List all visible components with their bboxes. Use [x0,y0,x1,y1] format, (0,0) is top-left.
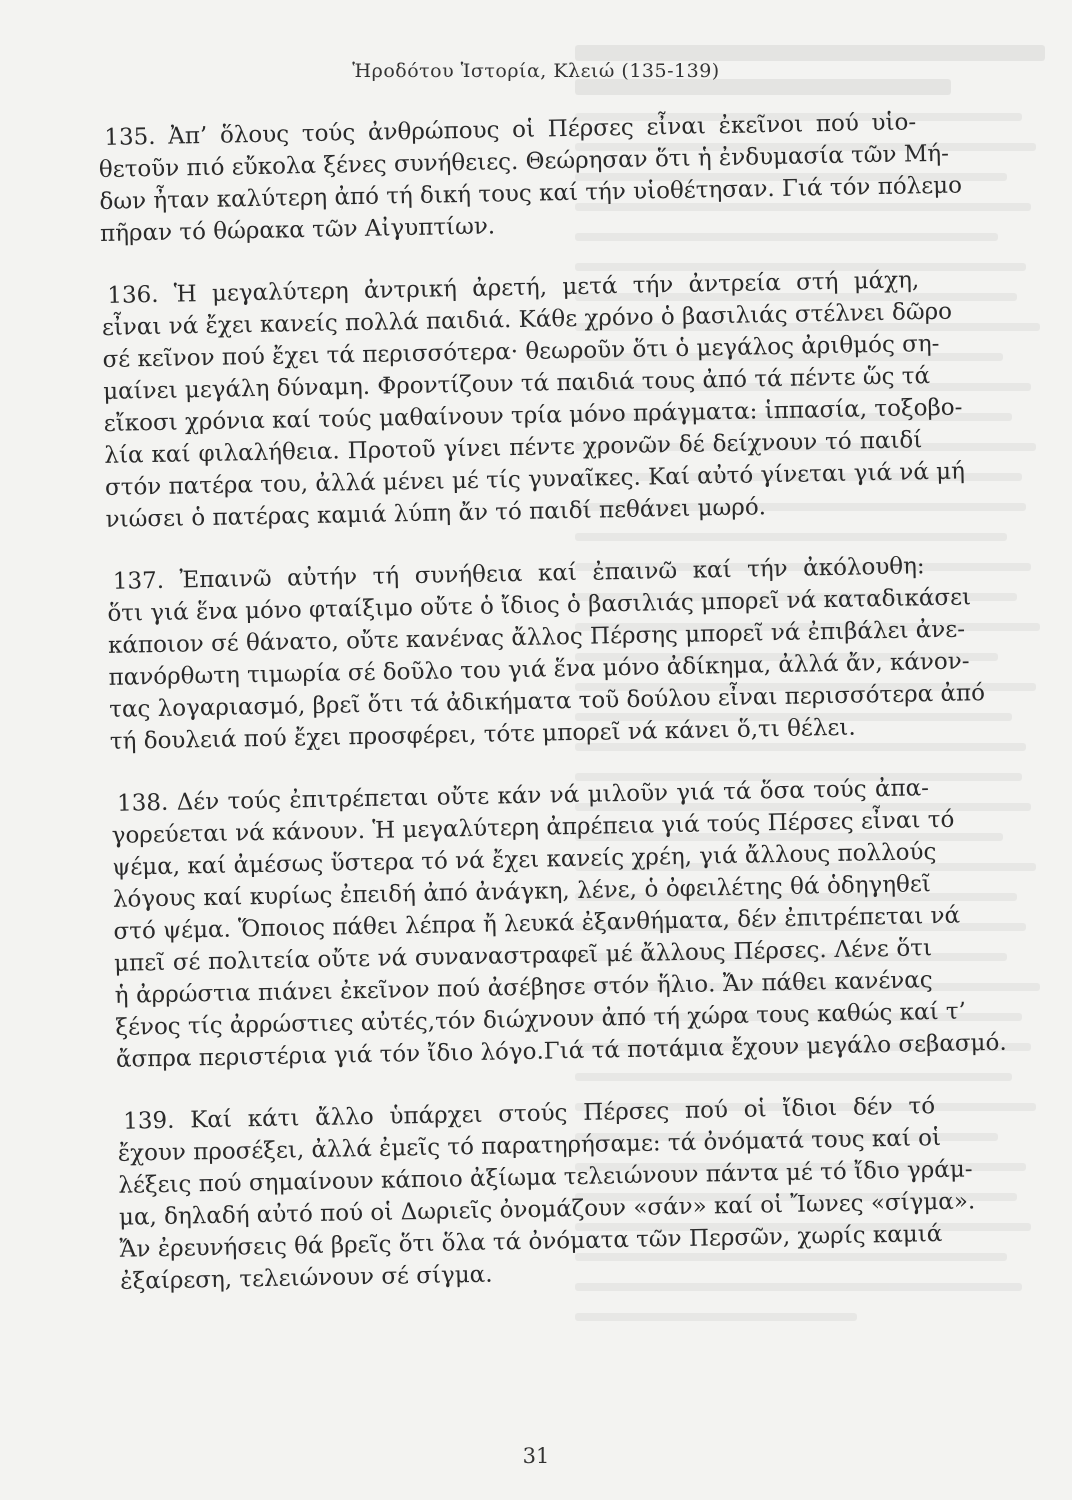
text-line: λόγους καί κυρίως ἐπειδή ἀπό ἀνάγκη, λένε, ὁ ὀφειλέτης θά ὁδηγηθεῖ [112,871,932,913]
paragraph-137 [107,550,986,758]
paragraph-136 [101,264,966,536]
text-line: τή δουλειά πού ἔχει προσφέρει, τότε μπορεῖ νά κάνει ὅ,τι θέλει. [109,714,856,755]
paragraph-135 [98,106,963,250]
text-line: εἴκοσι χρόνια καί τούς μαθαίνουν τρία μόνο πράγματα: ἱππασία, τοξοβο- [103,394,963,437]
text-line: εἶναι νά ἔχει κανείς πολλά παιδιά. Κάθε χρόνο ὁ βασιλιάς στέλνει δῶρο [101,298,953,341]
text-line: ἡ ἀρρώστια πιάνει ἐκεῖνον πού ἀσέβησε στόν ἥλιο. Ἄν πάθει κανένας [114,967,933,1009]
text-line: μαίνει μεγάλη δύναμη. Φροντίζουν τά παιδιά τους ἀπό τά πέντε ὥς τά [102,363,931,405]
text-line: 135. Ἀπ’ ὅλους τούς ἀνθρώπους οἱ Πέρσες εἶναι ἐκεῖνοι πού υἱο- [104,109,917,151]
text-line: τας λογαριασμό, βρεῖ ὅτι τά ἀδικήματα τοῦ δούλου εἶναι περισσότερα ἀπό [109,680,986,723]
text-line: ἄσπρα περιστέρια γιά τόν ἴδιο λόγο.Γιά τά ποτάμια ἔχουν μεγάλο σεβασμό. [115,1029,1007,1073]
text-line: 136. Ἡ μεγαλύτερη ἀντρική ἀρετή, μετά τήν ἀντρεία στή μάχη, [107,267,920,309]
text-line: σέ κεῖνον πού ἔχει τά περισσότερα· θεωροῦν ὅτι ὁ μεγάλος ἀριθμός ση- [102,330,940,373]
text-line: ψέμα, καί ἀμέσως ὕστερα τό νά ἔχει κανείς χρέη, γιά ἄλλους πολλούς [112,839,937,881]
text-line: 139. Καί κάτι ἄλλο ὑπάρχει στούς Πέρσες πού οἱ ἴδιοι δέν τό [122,1093,936,1135]
paragraph-138 [111,772,1007,1076]
text-line: πῆραν τό θώρακα τῶν Αἰγυπτίων. [99,213,496,247]
text-line: θετοῦν πιό εὔκολα ξένες συνήθειες. Θεώρησαν ὅτι ἡ ἐνδυμασία τῶν Μή- [98,140,950,183]
text-line: στόν πατέρα του, ἀλλά μένει μέ τίς γυναῖκες. Καί αὐτό γίνεται γιά νά μή [104,458,966,501]
text-line: ὅτι γιά ἕνα μόνο φταίξιμο οὔτε ὁ ἴδιος ὁ βασιλιάς μπορεῖ νά καταδικάσει [107,584,972,627]
text-line: μα, δηλαδή αὐτό πού οἱ Δωριεῖς ὀνομάζουν «σάν» καί οἱ Ἴωνες «σίγμα». [118,1188,976,1231]
text-line: λέξεις πού σημαίνουν κάποιο ἀξίωμα τελειώνουν πάντα μέ τό ἴδιο γράμ- [118,1156,973,1199]
text-line: 137. Ἐπαινῶ αὐτήν τή συνήθεια καί ἐπαινῶ καί τήν ἀκόλουθη: [112,553,925,595]
text-line: λία καί φιλαλήθεια. Προτοῦ γίνει πέντε χρονῶν δέ δείχνουν τό παιδί [104,427,923,469]
text-line: ξένος τίς ἀρρώστιες αὐτές,τόν διώχνουν ἀπό τή χώρα τους καθώς καί τ’ [115,998,967,1041]
text-line: ἔχουν προσέξει, ἀλλά ἐμεῖς τό παρατηρήσαμε: τά ὀνόματά τους καί οἱ [117,1125,942,1167]
text-line: γορεύεται νά κάνουν. Ἡ μεγαλύτερη ἀπρέπεια γιά τούς Πέρσες εἶναι τό [111,806,955,849]
text-line: πανόρθωτη τιμωρία σέ δοῦλο του γιά ἕνα μόνο ἀδίκημα, ἀλλά ἄν, κάνον- [108,648,970,691]
body-text [98,106,1007,1327]
text-line: Ἄν ἐρευνήσεις θά βρεῖς ὅτι ὅλα τά ὀνόματα τῶν Περσῶν, χωρίς καμιά [119,1220,943,1263]
page-number: 31 [522,1444,550,1468]
text-line: κάποιον σέ θάνατο, οὔτε κανένας ἄλλος Πέρσης μπορεῖ νά ἐπιβάλει ἀνε- [107,616,966,659]
text-line: στό ψέμα. Ὅποιος πάθει λέπρα ἤ λευκά ἐξανθήματα, δέν ἐπιτρέπεται νά [113,902,961,945]
text-line: ἐξαίρεση, τελειώνουν σέ σίγμα. [120,1261,493,1295]
text-line: νιώσει ὁ πατέρας καμιά λύπη ἄν τό παιδί πεθάνει μωρό. [105,494,767,533]
text-line: δων ἦταν καλύτερη ἀπό τή δική τους καί τήν υἱοθέτησαν. Γιά τόν πόλεμο [99,172,963,215]
paragraph-139 [117,1090,976,1298]
text-line: 138. Δέν τούς ἐπιτρέπεται οὔτε κάν νά μιλοῦν γιά τά ὅσα τούς ἀπα- [116,775,930,817]
running-header: Ἡροδότου Ἱστορία, Κλειώ (135-139) [352,60,720,82]
text-line: μπεῖ σέ πολιτεία οὔτε νά συναναστραφεῖ μέ ἄλλους Πέρσες. Λένε ὅτι [113,935,933,977]
